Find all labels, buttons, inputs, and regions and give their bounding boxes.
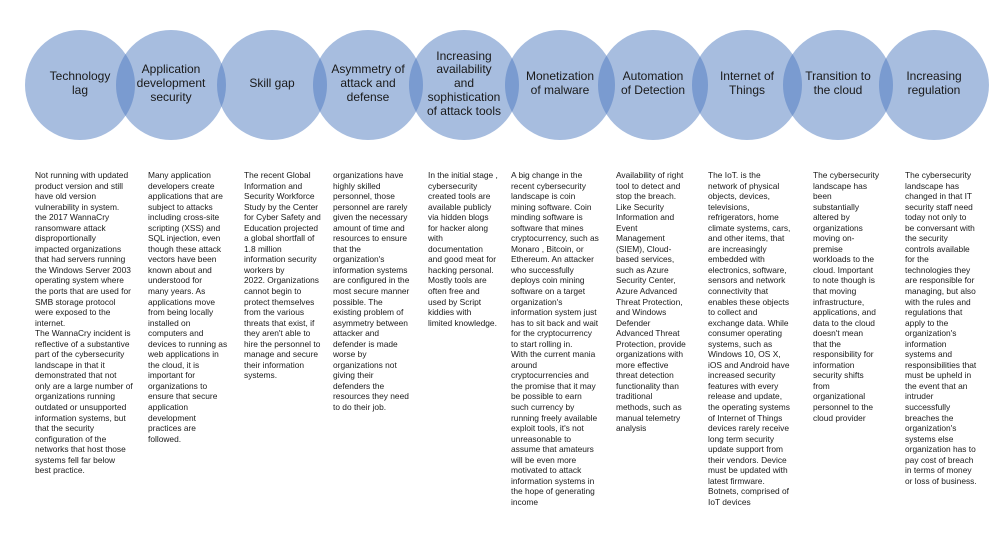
topic-title: Asymmetry of attack and defense: [331, 62, 405, 104]
topic-title: Transition to the cloud: [805, 69, 871, 97]
topic-description: Availability of right tool to detect and stop the breach. Like Security Information and Event Management (SIEM), Cloud- based services, such as Azure Security Center, Azure Advanced Threat Protection, and Windows Defender Advanced Threat Protection, provide organizations with more effective threat detection functionality than traditional methods, such as manual telemetry analysis: [616, 170, 686, 434]
topic-description: organizations have highly skilled personnel, those personnel are rarely given the necessary amount of time and resources to ensure that the organization's information systems are configured in the most secure manner possible. The existing problem of asymmetry between attacker and defender is made worse by organizations not giving their defenders the resources they need to do their job.: [333, 170, 410, 413]
topic-description: A big change in the recent cybersecurity landscape is coin mining software. Coin minding software is software that mines cryptocurrency, such as Monaro , Bitcoin, or Ethereum. An attacker who successfully deploys coin mining software on a target organization's information system just has to sit back and wait for the cryptocurrency to start rolling in. With the current mania around cryptocurrencies and the promise that it may be possible to earn such currency by running freely available exploit tools, it's not unreasonable to assume that amateurs will be even more motivated to attack information systems in the hope of generating income: [511, 170, 599, 507]
topic-title: Increasing regulation: [906, 69, 962, 97]
topic-title: Automation of Detection: [620, 69, 686, 97]
topic-title: Monetization of malware: [525, 69, 595, 97]
topic-title: Application development security: [136, 62, 206, 104]
topic-description: The cybersecurity landscape has been substantially altered by organizations moving on- premise workloads to the cloud. Important to note though is that moving infrastructure, applications, and data to the cloud doesn't mean that the responsibility for information security shifts from organizational personnel to the cloud provider: [813, 170, 880, 423]
topic-title: Skill gap: [249, 76, 295, 91]
topic-description: Not running with updated product version and still have old version vulnerability in system. the 2017 WannaCry ransomware attack disproportionally impacted organizations that had servers running the Windows Server 2003 operating system where the ports that are used for SMB storage protocol were exposed to the internet. The WannaCry incident is reflective of a substantive part of the cybersecurity landscape in that it demonstrated that not only are a large number of organizations running outdated or unsupported information systems, but that the security configuration of the networks that host those systems fell far below best practice.: [35, 170, 133, 476]
topic-title: Increasing availability and sophistication of attack tools: [426, 48, 502, 118]
topic-description: Many application developers create applications that are subject to attacks including cross-site scripting (XSS) and SQL injection, even though these attack vectors have been known about and understood for many years. As applications move from being locally installed on computers and devices to running as web applications in the cloud, it is important for organizations to ensure that secure application development practices are followed.: [148, 170, 228, 444]
topic-title: Technology lag: [49, 69, 111, 97]
topic-description: In the initial stage , cybersecurity created tools are available publicly via hidden blogs for hacker along with documentation and good meat for hacking personal. Mostly tools are often free and used by Script kiddies with limited knowledge.: [428, 170, 498, 328]
topic-description: The cybersecurity landscape has changed in that IT security staff need today not only to be conversant with the security controls available for the technologies they are responsible for managing, but also with the rules and regulations that apply to the organization's information systems and responsibilities that must be upheld in the event that an intruder successfully breaches the organization's systems else organization has to pay cost of breach in terms of money or loss of business.: [905, 170, 977, 486]
topic-title: Internet of Things: [719, 69, 775, 97]
topic-description: The recent Global Information and Security Workforce Study by the Center for Cyber Safety and Education projected a global shortfall of 1.8 million information security workers by 2022. Organizations cannot begin to protect themselves from the various threats that exist, if they aren't able to hire the personnel to manage and secure their information systems.: [244, 170, 321, 381]
topic-description: The IoT. is the network of physical objects, devices, televisions, refrigerators, home climate systems, cars, and other items, that are increasingly embedded with electronics, software, sensors and network connectivity that enables these objects to collect and exchange data. While consumer operating systems, such as Windows 10, OS X, iOS and Android have increased security features with every release and update, the operating systems of Internet of Things devices rarely receive long term security update support from their vendors. Device must be updated with latest firmware. Botnets, comprised of IoT devices: [708, 170, 791, 507]
